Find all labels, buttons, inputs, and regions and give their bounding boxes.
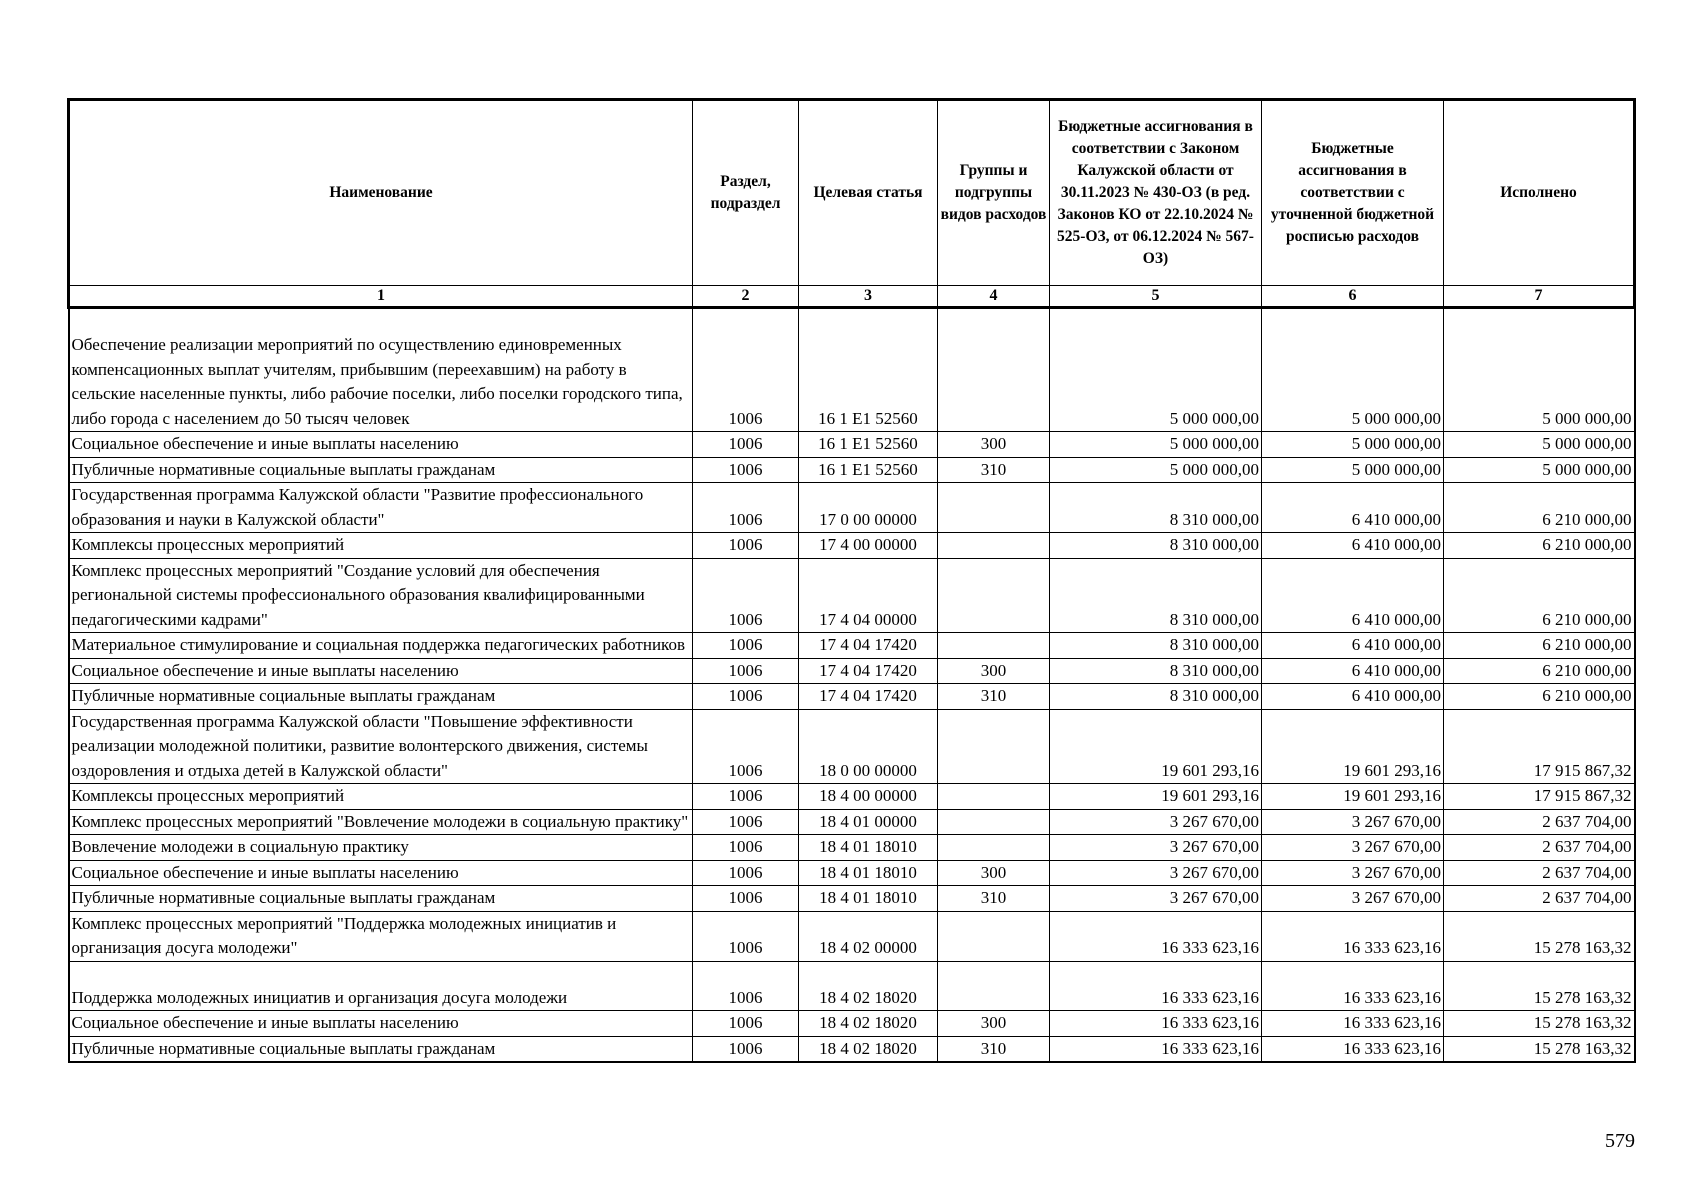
cell-law-appropriations: 5 000 000,00 <box>1050 432 1262 458</box>
column-number: 1 <box>69 286 693 308</box>
header-name: Наименование <box>69 100 693 286</box>
cell-executed: 6 210 000,00 <box>1444 558 1635 633</box>
table-row <box>69 658 1635 684</box>
cell-group <box>938 483 1050 533</box>
cell-list-appropriations: 16 333 623,16 <box>1262 911 1444 961</box>
table-row <box>69 432 1635 458</box>
cell-name: Поддержка молодежных инициатив и организация досуга молодежи <box>69 961 693 1011</box>
cell-list-appropriations: 5 000 000,00 <box>1262 432 1444 458</box>
table-row <box>69 558 1635 633</box>
cell-name: Социальное обеспечение и иные выплаты населению <box>69 658 693 684</box>
cell-list-appropriations: 6 410 000,00 <box>1262 533 1444 559</box>
cell-law-appropriations: 8 310 000,00 <box>1050 533 1262 559</box>
table-row <box>69 809 1635 835</box>
cell-list-appropriations: 16 333 623,16 <box>1262 1036 1444 1062</box>
cell-name: Публичные нормативные социальные выплаты гражданам <box>69 457 693 483</box>
cell-group <box>938 709 1050 784</box>
cell-executed: 2 637 704,00 <box>1444 860 1635 886</box>
cell-name: Публичные нормативные социальные выплаты гражданам <box>69 1036 693 1062</box>
cell-executed: 5 000 000,00 <box>1444 457 1635 483</box>
cell-list-appropriations: 6 410 000,00 <box>1262 483 1444 533</box>
budget-table <box>67 98 1636 1063</box>
cell-list-appropriations: 3 267 670,00 <box>1262 886 1444 912</box>
cell-law-appropriations: 8 310 000,00 <box>1050 633 1262 659</box>
cell-section: 1006 <box>693 684 799 710</box>
cell-target: 17 4 04 17420 <box>799 633 938 659</box>
cell-section: 1006 <box>693 308 799 432</box>
cell-section: 1006 <box>693 835 799 861</box>
cell-law-appropriations: 16 333 623,16 <box>1050 911 1262 961</box>
cell-executed: 6 210 000,00 <box>1444 684 1635 710</box>
cell-group: 310 <box>938 684 1050 710</box>
cell-executed: 6 210 000,00 <box>1444 483 1635 533</box>
cell-target: 18 4 01 18010 <box>799 860 938 886</box>
cell-target: 18 4 02 00000 <box>799 911 938 961</box>
cell-executed: 5 000 000,00 <box>1444 308 1635 432</box>
cell-group: 300 <box>938 1011 1050 1037</box>
cell-group <box>938 308 1050 432</box>
cell-law-appropriations: 8 310 000,00 <box>1050 658 1262 684</box>
cell-executed: 17 915 867,32 <box>1444 709 1635 784</box>
cell-law-appropriations: 5 000 000,00 <box>1050 308 1262 432</box>
cell-target: 16 1 E1 52560 <box>799 432 938 458</box>
cell-law-appropriations: 16 333 623,16 <box>1050 1036 1262 1062</box>
cell-executed: 2 637 704,00 <box>1444 886 1635 912</box>
cell-target: 18 0 00 00000 <box>799 709 938 784</box>
cell-name: Материальное стимулирование и социальная поддержка педагогических работников <box>69 633 693 659</box>
cell-group <box>938 911 1050 961</box>
cell-section: 1006 <box>693 558 799 633</box>
cell-name: Государственная программа Калужской области "Повышение эффективности реализации молодежной политики, развитие волонтерского движения, системы оздоровления и отдыха детей в Калужской области" <box>69 709 693 784</box>
table-body <box>69 308 1635 1063</box>
cell-group: 300 <box>938 860 1050 886</box>
cell-section: 1006 <box>693 911 799 961</box>
cell-section: 1006 <box>693 809 799 835</box>
cell-section: 1006 <box>693 961 799 1011</box>
cell-law-appropriations: 8 310 000,00 <box>1050 684 1262 710</box>
cell-list-appropriations: 3 267 670,00 <box>1262 835 1444 861</box>
cell-section: 1006 <box>693 1036 799 1062</box>
table-row <box>69 835 1635 861</box>
cell-executed: 15 278 163,32 <box>1444 1011 1635 1037</box>
column-number: 7 <box>1444 286 1635 308</box>
column-number-row <box>69 286 1635 308</box>
cell-target: 16 1 E1 52560 <box>799 457 938 483</box>
cell-executed: 15 278 163,32 <box>1444 961 1635 1011</box>
cell-executed: 15 278 163,32 <box>1444 1036 1635 1062</box>
table-row <box>69 633 1635 659</box>
column-number: 2 <box>693 286 799 308</box>
cell-section: 1006 <box>693 633 799 659</box>
table-row <box>69 1011 1635 1037</box>
cell-list-appropriations: 19 601 293,16 <box>1262 709 1444 784</box>
cell-executed: 2 637 704,00 <box>1444 835 1635 861</box>
cell-section: 1006 <box>693 658 799 684</box>
cell-target: 17 4 04 17420 <box>799 658 938 684</box>
column-number: 6 <box>1262 286 1444 308</box>
cell-law-appropriations: 3 267 670,00 <box>1050 860 1262 886</box>
cell-name: Социальное обеспечение и иные выплаты населению <box>69 432 693 458</box>
header-target: Целевая статья <box>799 100 938 286</box>
cell-section: 1006 <box>693 457 799 483</box>
cell-target: 18 4 01 18010 <box>799 886 938 912</box>
cell-name: Обеспечение реализации мероприятий по осуществлению единовременных компенсационных выплат учителям, прибывшим (переехавшим) на работу в сельские населенные пункты, либо рабочие поселки, либо поселки городского типа, либо города с населением до 50 тысяч человек <box>69 308 693 432</box>
header-executed: Исполнено <box>1444 100 1635 286</box>
cell-group <box>938 809 1050 835</box>
cell-group <box>938 558 1050 633</box>
page-number: 579 <box>1605 1130 1635 1152</box>
cell-section: 1006 <box>693 709 799 784</box>
cell-target: 17 4 04 00000 <box>799 558 938 633</box>
column-number: 5 <box>1050 286 1262 308</box>
table-row <box>69 684 1635 710</box>
cell-name: Комплекс процессных мероприятий "Поддержка молодежных инициатив и организация досуга молодежи" <box>69 911 693 961</box>
cell-list-appropriations: 19 601 293,16 <box>1262 784 1444 810</box>
cell-target: 16 1 E1 52560 <box>799 308 938 432</box>
cell-section: 1006 <box>693 886 799 912</box>
cell-group: 310 <box>938 457 1050 483</box>
cell-group <box>938 533 1050 559</box>
cell-target: 18 4 02 18020 <box>799 1036 938 1062</box>
cell-executed: 6 210 000,00 <box>1444 533 1635 559</box>
cell-group: 310 <box>938 1036 1050 1062</box>
cell-target: 17 0 00 00000 <box>799 483 938 533</box>
column-number: 3 <box>799 286 938 308</box>
cell-law-appropriations: 16 333 623,16 <box>1050 1011 1262 1037</box>
table-row <box>69 457 1635 483</box>
cell-target: 18 4 01 18010 <box>799 835 938 861</box>
cell-executed: 6 210 000,00 <box>1444 658 1635 684</box>
header-groups: Группы и подгруппы видов расходов <box>938 100 1050 286</box>
cell-list-appropriations: 6 410 000,00 <box>1262 558 1444 633</box>
cell-executed: 2 637 704,00 <box>1444 809 1635 835</box>
cell-list-appropriations: 3 267 670,00 <box>1262 860 1444 886</box>
table-row <box>69 961 1635 1011</box>
header-section: Раздел, подраздел <box>693 100 799 286</box>
cell-name: Публичные нормативные социальные выплаты гражданам <box>69 886 693 912</box>
cell-group: 300 <box>938 432 1050 458</box>
cell-law-appropriations: 3 267 670,00 <box>1050 809 1262 835</box>
cell-executed: 15 278 163,32 <box>1444 911 1635 961</box>
table-row <box>69 860 1635 886</box>
cell-law-appropriations: 16 333 623,16 <box>1050 961 1262 1011</box>
column-number: 4 <box>938 286 1050 308</box>
header-law-appropriations: Бюджетные ассигнования в соответствии с Законом Калужской области от 30.11.2023 № 430-ОЗ (в ред. Законов КО от 22.10.2024 № 525-ОЗ, от 06.12.2024 № 567-ОЗ) <box>1050 100 1262 286</box>
cell-group: 300 <box>938 658 1050 684</box>
cell-list-appropriations: 16 333 623,16 <box>1262 961 1444 1011</box>
cell-list-appropriations: 16 333 623,16 <box>1262 1011 1444 1037</box>
cell-list-appropriations: 6 410 000,00 <box>1262 658 1444 684</box>
cell-list-appropriations: 5 000 000,00 <box>1262 457 1444 483</box>
table-row <box>69 533 1635 559</box>
cell-executed: 6 210 000,00 <box>1444 633 1635 659</box>
cell-target: 18 4 02 18020 <box>799 961 938 1011</box>
cell-name: Публичные нормативные социальные выплаты гражданам <box>69 684 693 710</box>
cell-group <box>938 784 1050 810</box>
cell-target: 17 4 04 17420 <box>799 684 938 710</box>
table-row <box>69 483 1635 533</box>
table-row <box>69 911 1635 961</box>
cell-target: 18 4 00 00000 <box>799 784 938 810</box>
cell-group: 310 <box>938 886 1050 912</box>
cell-name: Комплекс процессных мероприятий "Вовлечение молодежи в социальную практику" <box>69 809 693 835</box>
cell-law-appropriations: 19 601 293,16 <box>1050 784 1262 810</box>
cell-section: 1006 <box>693 860 799 886</box>
cell-law-appropriations: 8 310 000,00 <box>1050 558 1262 633</box>
cell-target: 18 4 01 00000 <box>799 809 938 835</box>
cell-group <box>938 961 1050 1011</box>
table-row <box>69 308 1635 432</box>
table-row <box>69 784 1635 810</box>
cell-section: 1006 <box>693 483 799 533</box>
cell-target: 18 4 02 18020 <box>799 1011 938 1037</box>
table-row <box>69 1036 1635 1062</box>
cell-target: 17 4 00 00000 <box>799 533 938 559</box>
cell-list-appropriations: 3 267 670,00 <box>1262 809 1444 835</box>
cell-name: Комплексы процессных мероприятий <box>69 533 693 559</box>
cell-section: 1006 <box>693 432 799 458</box>
cell-group <box>938 633 1050 659</box>
header-list-appropriations: Бюджетные ассигнования в соответствии с уточненной бюджетной росписью расходов <box>1262 100 1444 286</box>
cell-law-appropriations: 3 267 670,00 <box>1050 835 1262 861</box>
cell-executed: 5 000 000,00 <box>1444 432 1635 458</box>
cell-law-appropriations: 5 000 000,00 <box>1050 457 1262 483</box>
cell-name: Комплекс процессных мероприятий "Создание условий для обеспечения региональной системы профессионального образования квалифицированными педагогическими кадрами" <box>69 558 693 633</box>
cell-law-appropriations: 8 310 000,00 <box>1050 483 1262 533</box>
cell-list-appropriations: 6 410 000,00 <box>1262 684 1444 710</box>
header-row <box>69 100 1635 286</box>
cell-name: Социальное обеспечение и иные выплаты населению <box>69 860 693 886</box>
cell-executed: 17 915 867,32 <box>1444 784 1635 810</box>
cell-list-appropriations: 5 000 000,00 <box>1262 308 1444 432</box>
cell-name: Вовлечение молодежи в социальную практику <box>69 835 693 861</box>
cell-list-appropriations: 6 410 000,00 <box>1262 633 1444 659</box>
cell-section: 1006 <box>693 533 799 559</box>
cell-group <box>938 835 1050 861</box>
table-row <box>69 886 1635 912</box>
cell-law-appropriations: 3 267 670,00 <box>1050 886 1262 912</box>
cell-name: Социальное обеспечение и иные выплаты населению <box>69 1011 693 1037</box>
table-row <box>69 709 1635 784</box>
cell-name: Комплексы процессных мероприятий <box>69 784 693 810</box>
cell-section: 1006 <box>693 1011 799 1037</box>
cell-name: Государственная программа Калужской области "Развитие профессионального образования и науки в Калужской области" <box>69 483 693 533</box>
cell-section: 1006 <box>693 784 799 810</box>
cell-law-appropriations: 19 601 293,16 <box>1050 709 1262 784</box>
